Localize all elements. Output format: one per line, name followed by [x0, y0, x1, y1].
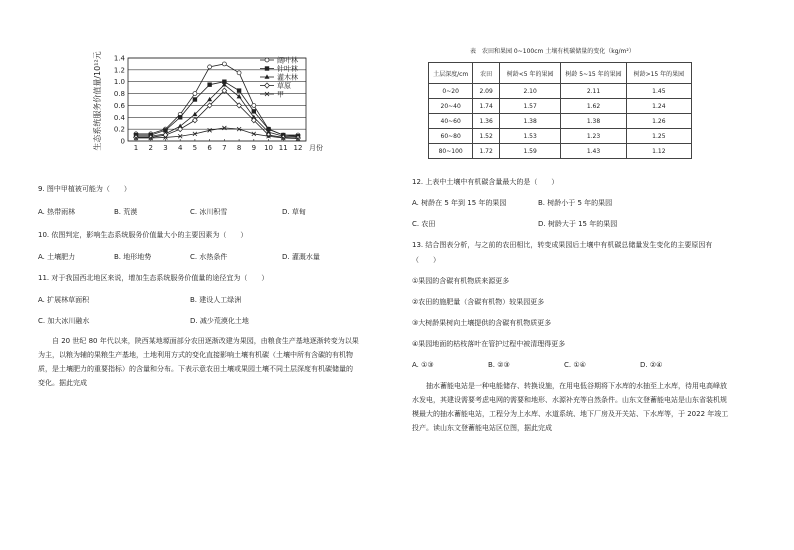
- q12-option-c[interactable]: C. 农田: [412, 220, 436, 228]
- legend-label: 甲: [277, 90, 284, 99]
- table-header: 树龄<5 年的果园: [499, 63, 560, 84]
- table-cell: 1.59: [499, 144, 560, 159]
- table-cell: 1.72: [473, 144, 500, 159]
- table-cell: 40~60: [429, 114, 473, 129]
- legend-label: 阔叶林: [277, 56, 298, 65]
- legend-label: 针叶林: [277, 65, 298, 73]
- y-tick-label: 1.0: [113, 78, 125, 87]
- soil-carbon-table: [428, 62, 692, 159]
- q9-stem: 9. 图中甲植被可能为（ ）: [38, 185, 131, 193]
- right-passage-line-2: 水发电，其建设需要考虑电网的需要和地形、水源补充等自然条件。山东文登蓄能电站是山东省装机规: [412, 396, 727, 404]
- legend-label: 灌木林: [277, 73, 298, 82]
- right-passage: [412, 379, 772, 435]
- table-cell: 2.10: [499, 84, 560, 99]
- q13-statement-4: ④果园地面的枯枝落叶在管护过程中被清理得更多: [412, 340, 566, 348]
- chart-ylabel: 生态系统服务价值量/10¹²元: [93, 51, 102, 151]
- left-passage-line-2: 为主，以粮为辅的果粮生产基地，土地利用方式的变化直接影响土壤有机碳（土壤中所有含碳的有机物: [38, 351, 353, 359]
- q9-option-d[interactable]: D. 草甸: [282, 208, 306, 216]
- q10-option-d[interactable]: D. 灌溉水量: [282, 253, 320, 261]
- y-tick-label: 0.4: [113, 113, 125, 122]
- x-tick-label: 2: [148, 144, 153, 152]
- q12-stem: 12. 上表中土壤中有机碳含量最大的是（ ）: [412, 178, 559, 186]
- data-point: [237, 94, 242, 98]
- x-tick-label: 4: [177, 144, 183, 152]
- table-header: 土层深度/cm: [429, 63, 473, 84]
- data-point: [237, 71, 241, 75]
- x-axis-unit: 月份: [309, 144, 323, 152]
- y-tick-label: 0.6: [113, 101, 125, 110]
- table-row: [429, 84, 692, 99]
- data-point: [265, 58, 269, 62]
- table-header: 树龄 5~15 年的果园: [561, 63, 626, 84]
- table-cell: 1.62: [561, 99, 626, 114]
- x-tick-label: 7: [222, 144, 227, 152]
- q13-stem-cont: （ ）: [412, 256, 440, 264]
- table-cell: 1.26: [626, 114, 691, 129]
- q11-option-d[interactable]: D. 减少荒漠化土地: [190, 317, 249, 325]
- table-cell: 0~20: [429, 84, 473, 99]
- table-cell: 1.52: [473, 129, 500, 144]
- q12-option-a[interactable]: A. 树龄在 5 年到 15 年的果园: [412, 199, 507, 207]
- table-cell: 1.38: [499, 114, 560, 129]
- data-point: [265, 83, 270, 88]
- q13-option-d[interactable]: D. ②④: [640, 361, 663, 369]
- data-point: [222, 62, 226, 66]
- data-point: [265, 66, 269, 70]
- x-tick-label: 12: [293, 144, 303, 152]
- right-passage-line-3: 模最大的抽水蓄能电站，工程分为上水库、水道系统、地下厂房及开关站、下水库等，于 2022 年竣工: [412, 410, 729, 418]
- table-header-row: [429, 63, 692, 84]
- q13-stem: 13. 结合图表分析，与之前的农田相比，转变成果园后土壤中有机碳总储量发生变化的主要原因有: [412, 241, 713, 249]
- data-point: [207, 82, 211, 86]
- table-cell: 1.43: [561, 144, 626, 159]
- table-row: [429, 129, 692, 144]
- data-point: [208, 65, 212, 69]
- table-cell: 1.38: [561, 114, 626, 129]
- q13-option-a[interactable]: A. ①③: [412, 361, 434, 369]
- q13-option-b[interactable]: B. ②③: [488, 361, 510, 369]
- table-cell: 1.57: [499, 99, 560, 114]
- y-tick-label: 0: [120, 137, 125, 146]
- x-tick-label: 1: [133, 144, 139, 152]
- table-title: 表 农田和果园 0~100cm 土壤有机碳储量的变化（kg/m²）: [470, 48, 635, 55]
- data-point: [237, 88, 241, 92]
- q13-option-c[interactable]: C. ①④: [564, 361, 586, 369]
- q9-option-a[interactable]: A. 热带雨林: [38, 208, 76, 216]
- table-cell: 1.12: [626, 144, 691, 159]
- table-cell: 20~40: [429, 99, 473, 114]
- x-tick-label: 6: [207, 144, 212, 152]
- x-tick-label: 9: [251, 144, 257, 152]
- right-passage-line-1: 抽水蓄能电站是一种电能储存、转换设施，在用电低谷期将下水库的水抽至上水库，待用电高峰放: [426, 382, 727, 390]
- left-passage-line-1: 自 20 世纪 80 年代以来，陕西某地塬面部分农田逐渐改建为果园，由粮食生产基地逐渐转变为以果: [52, 337, 359, 345]
- table-cell: 2.11: [561, 84, 626, 99]
- y-tick-label: 0.2: [113, 125, 125, 134]
- q11-option-c[interactable]: C. 加大冰川融水: [38, 317, 90, 325]
- data-point: [252, 109, 256, 113]
- x-tick-label: 3: [163, 144, 168, 152]
- y-tick-label: 1.4: [113, 54, 125, 63]
- right-passage-line-4: 投产。读山东文登蓄能电站区位图，据此完成: [412, 424, 552, 432]
- table-row: [429, 114, 692, 129]
- q11-stem: 11. 对于我国西北地区来说，增加生态系统服务价值量的途径宜为（ ）: [38, 274, 269, 282]
- q13-statement-3: ③大树龄果树向土壤提供的含碳有机物质更多: [412, 319, 552, 327]
- q11-option-b[interactable]: B. 建设人工绿洲: [190, 296, 242, 304]
- left-passage: [38, 334, 383, 390]
- table-cell: 2.09: [473, 84, 500, 99]
- data-point: [252, 103, 256, 107]
- table-header: 农田: [473, 63, 500, 84]
- left-passage-line-4: 变化。据此完成: [38, 379, 87, 387]
- q9-option-c[interactable]: C. 冰川积雪: [190, 208, 228, 216]
- x-tick-label: 5: [192, 144, 198, 152]
- q10-option-a[interactable]: A. 土壤肥力: [38, 253, 76, 261]
- x-tick-label: 10: [264, 144, 274, 152]
- left-passage-line-3: 质，是土壤肥力的重要指标）的含量和分布。下表示意农田土壤或果园土壤不同土层深度有机碳储量的: [38, 365, 353, 373]
- q9-option-b[interactable]: B. 荒漠: [114, 208, 138, 216]
- q11-option-a[interactable]: A. 扩展林草面积: [38, 296, 90, 304]
- q12-option-b[interactable]: B. 树龄小于 5 年的果园: [538, 199, 613, 207]
- q10-option-c[interactable]: C. 水热条件: [190, 253, 228, 261]
- series-line: [136, 64, 298, 135]
- y-tick-label: 0.8: [113, 90, 125, 99]
- x-tick-label: 8: [236, 144, 242, 152]
- table-cell: 1.23: [561, 129, 626, 144]
- data-point: [193, 97, 197, 101]
- q10-option-b[interactable]: B. 地形地势: [114, 253, 152, 261]
- table-cell: 1.24: [626, 99, 691, 114]
- data-point: [178, 115, 182, 119]
- y-tick-label: 1.2: [113, 66, 125, 75]
- q13-statement-2: ②农田的施肥量（含碳有机物）较果园更多: [412, 298, 545, 306]
- table-cell: 80~100: [429, 144, 473, 159]
- table-cell: 60~80: [429, 129, 473, 144]
- table-row: [429, 99, 692, 114]
- table-row: [429, 144, 692, 159]
- table-cell: 1.53: [499, 129, 560, 144]
- x-tick-label: 11: [278, 144, 288, 152]
- table-header: 树龄>15 年的果园: [626, 63, 691, 84]
- table-cell: 1.74: [473, 99, 500, 114]
- q12-option-d[interactable]: D. 树龄大于 15 年的果园: [538, 220, 618, 228]
- legend-label: 草原: [277, 82, 291, 90]
- q13-statement-1: ①果园的含碳有机物质来源更多: [412, 277, 510, 285]
- series-line: [136, 82, 298, 137]
- chart-canvas: [88, 46, 333, 166]
- table-cell: 1.45: [626, 84, 691, 99]
- data-point: [193, 92, 197, 96]
- table-cell: 1.36: [473, 114, 500, 129]
- ecosystem-value-chart: [88, 46, 333, 166]
- table-cell: 1.25: [626, 129, 691, 144]
- q10-stem: 10. 依图判定，影响生态系统服务价值量大小的主要因素为（ ）: [38, 231, 248, 239]
